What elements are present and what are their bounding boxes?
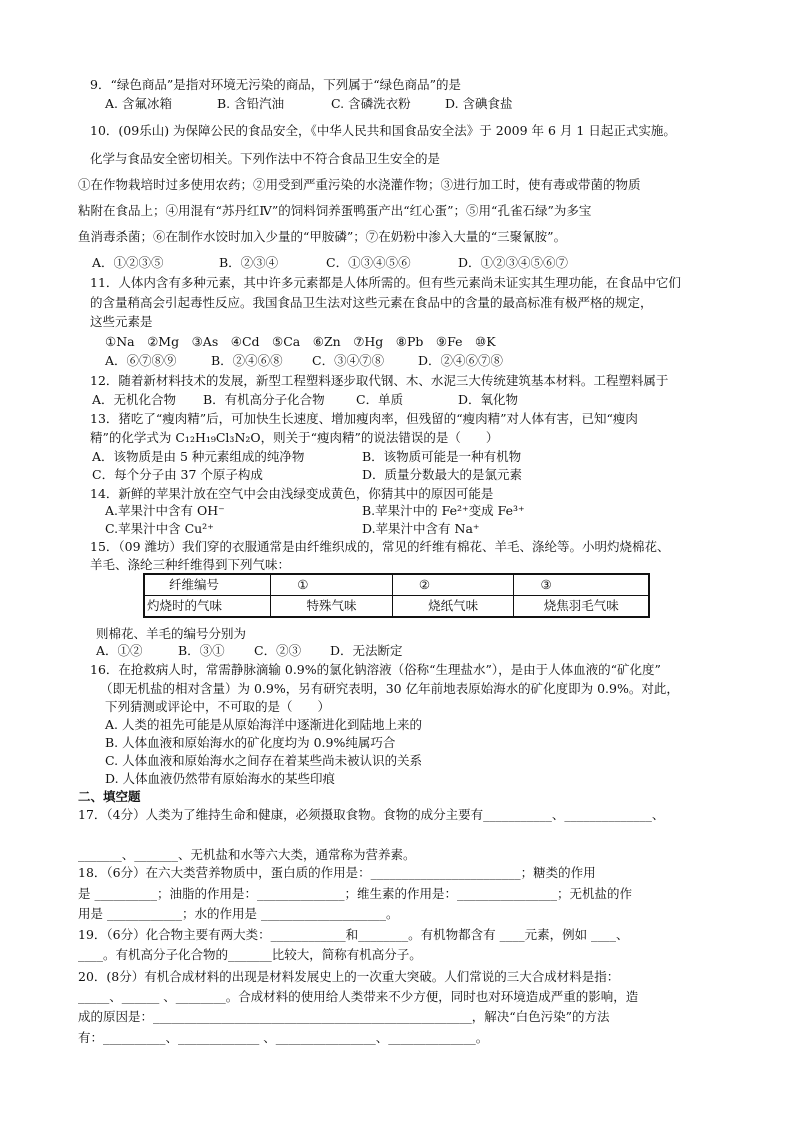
q16-option-d: D. 人体血液仍然带有原始海水的某些印痕 — [105, 771, 336, 786]
q16-option-c: C. 人体血液和原始海水之间存在着某些尚未被认识的关系 — [105, 753, 423, 768]
q11-option-d: D．②④⑥⑦⑧ — [418, 353, 504, 368]
q10-line1: 10．(09乐山) 为保障公民的食品安全，《中华人民共和国食品安全法》于 2009 年 6 月 1 日起正式实施。 — [90, 123, 676, 138]
q14-line1: 14．新鲜的苹果汁放在空气中会由浅绿变成黄色，你猜其中的原因可能是 — [90, 486, 494, 501]
q17-line1: 17．（4分）人类为了维持生命和健康，必须摄取食物。食物的成分主要有___________、______________、 — [78, 807, 665, 822]
q10-option-c: C．①③④⑤⑥ — [326, 255, 411, 270]
q20-line3: 成的原因是：___________________________________________________，解决“白色污染”的方法 — [78, 1009, 610, 1024]
q13-line2: 精”的化学式为 C₁₂H₁₉Cl₃N₂O，则关于“瘦肉精”的说法错误的是（ ） — [90, 430, 499, 445]
table-cell: ② — [392, 574, 514, 596]
q15-line3: 则棉花、羊毛的编号分别为 — [96, 626, 247, 641]
q10-line3: ①在作物栽培时过多使用农药；②用受到严重污染的水浇灌作物；③进行加工时，使有毒或带菌的物质 — [78, 177, 641, 192]
q11-line3: 这些元素是 — [90, 314, 153, 329]
q11-option-a: A．⑥⑦⑧⑨ — [105, 353, 177, 368]
q12-line1: 12．随着新材料技术的发展，新型工程塑料逐步取代钢、木、水泥三大传统建筑基本材料。工程塑料属于 — [90, 373, 669, 388]
table-row — [144, 596, 649, 618]
table-cell: 灼烧时的气味 — [144, 596, 271, 618]
q15-option-c: C．②③ — [254, 643, 302, 658]
q11-option-c: C．③④⑦⑧ — [312, 353, 385, 368]
table-cell: ③ — [514, 574, 649, 596]
q11-line2: 的含量稍高会引起毒性反应。我国食品卫生法对这些元素在食品中的含量的最高标准有极严格的规定， — [90, 295, 653, 310]
q18-line1: 18．（6分）在六大类营养物质中，蛋白质的作用是：________________________；糖类的作用 — [78, 865, 596, 880]
q19-line2: ____。有机高分子化合物的_______比较大，简称有机高分子。 — [78, 947, 422, 962]
q15-option-b: B．③① — [178, 643, 225, 658]
q18-line2: 是 __________；油脂的作用是：______________；维生素的作用是：________________；无机盐的作 — [78, 886, 632, 901]
q10-line5: 鱼消毒杀菌；⑥在制作水饺时加入少量的“甲胺磷”；⑦在奶粉中渗入大量的“三聚氰胺”。 — [78, 229, 567, 244]
q14-option-d: D.苹果汁中含有 Na⁺ — [362, 521, 480, 536]
q14-option-b: B.苹果汁中的 Fe²⁺变成 Fe³⁺ — [362, 503, 525, 518]
q9-option-d: D. 含碘食盐 — [445, 96, 513, 111]
table-cell: 烧焦羽毛气味 — [514, 596, 649, 618]
q15-line1: 15．（09 潍坊）我们穿的衣服通常是由纤维织成的，常见的纤维有棉花、羊毛、涤纶等。小明灼烧棉花、 — [90, 539, 670, 554]
q19-line1: 19．（6分）化合物主要有两大类：____________和________。有机物都含有 ____元素，例如 ____、 — [78, 927, 629, 942]
q12-option-d: D．氧化物 — [458, 392, 519, 407]
q10-option-d: D．①②③④⑤⑥⑦ — [458, 255, 569, 270]
fiber-smell-table — [143, 573, 650, 618]
q9-option-a: A. 含氟冰箱 — [105, 96, 172, 111]
q9-stem: 9．“绿色商品”是指对环境无污染的商品，下列属于“绿色商品”的是 — [90, 77, 462, 92]
q13-option-c: C．每个分子由 37 个原子构成 — [92, 467, 263, 482]
q13-option-b: B．该物质可能是一种有机物 — [362, 449, 522, 464]
table-cell: 烧纸气味 — [392, 596, 514, 618]
q13-option-d: D．质量分数最大的是氯元素 — [362, 467, 523, 482]
q11-option-b: B．②④⑥⑧ — [211, 353, 283, 368]
q12-option-a: A．无机化合物 — [92, 392, 177, 407]
q20-line4: 有：__________、_____________ 、________________、______________。 — [78, 1030, 489, 1045]
q20-line2: _____、______ 、________。合成材料的使用给人类带来不少方便，同时也对环境造成严重的影响，造 — [78, 989, 639, 1004]
q16-option-a: A. 人类的祖先可能是从原始海洋中逐渐进化到陆地上来的 — [105, 717, 422, 732]
q12-option-c: C．单质 — [356, 392, 404, 407]
q10-option-b: B．②③④ — [219, 255, 279, 270]
q20-line1: 20．(8分）有机合成材料的出现是材料发展史上的一次重大突破。人们常说的三大合成材料是指： — [78, 969, 620, 984]
q14-option-c: C.苹果汁中含 Cu²⁺ — [105, 521, 214, 536]
q10-option-a: A．①②③⑤ — [92, 255, 164, 270]
q18-line3: 用是 ____________；水的作用是 ____________________。 — [78, 906, 399, 921]
q16-option-b: B. 人体血液和原始海水的矿化度均为 0.9%纯属巧合 — [105, 735, 396, 750]
q15-option-d: D．无法断定 — [330, 643, 403, 658]
q9-option-c: C. 含磷洗衣粉 — [331, 96, 411, 111]
table-header-row — [144, 574, 649, 596]
q16-line1: 16．在抢救病人时，常需静脉滴输 0.9%的氯化钠溶液（俗称“生理盐水”），是由于人体血液的“矿化度” — [90, 662, 661, 677]
q12-option-b: B．有机高分子化合物 — [203, 392, 325, 407]
q11-elements: ①Na ②Mg ③As ④Cd ⑤Ca ⑥Zn ⑦Hg ⑧Pb ⑨Fe ⑩K — [105, 334, 496, 349]
q14-option-a: A.苹果汁中含有 OH⁻ — [105, 503, 225, 518]
q10-line4: 粘附在食品上；④用混有“苏丹红Ⅳ”的饲料饲养蛋鸭蛋产出“红心蛋”；⑤用“孔雀石绿”为多宝 — [78, 203, 592, 218]
q13-line1: 13．猪吃了“瘦肉精”后，可加快生长速度、增加瘦肉率，但残留的“瘦肉精”对人体有害，已知“瘦肉 — [90, 411, 638, 426]
q17-line2: _______、_______、无机盐和水等六大类，通常称为营养素。 — [78, 847, 416, 862]
q11-line1: 11．人体内含有多种元素，其中许多元素都是人体所需的。但有些元素尚未证实其生理功能，在食品中它们 — [90, 275, 681, 290]
section-heading: 二、填空题 — [78, 789, 141, 804]
q9-option-b: B. 含铅汽油 — [217, 96, 285, 111]
q16-line3: 下列猜测或评论中，不可取的是（ ） — [105, 699, 331, 714]
q10-line2: 化学与食品安全密切相关。下列作法中不符合食品卫生安全的是 — [90, 151, 441, 166]
q16-line2: （即无机盐的相对含量）为 0.9%，另有研究表明，30 亿年前地表原始海水的矿化度即为 0.9%。对此， — [100, 681, 679, 696]
table-cell: 特殊气味 — [271, 596, 393, 618]
q15-line2: 羊毛、涤纶三种纤维得到下列气味： — [90, 557, 291, 572]
q15-option-a: A．①② — [96, 643, 143, 658]
q13-option-a: A．该物质是由 5 种元素组成的纯净物 — [92, 449, 305, 464]
table-cell: 纤维编号 — [144, 574, 271, 596]
table-cell: ① — [271, 574, 393, 596]
